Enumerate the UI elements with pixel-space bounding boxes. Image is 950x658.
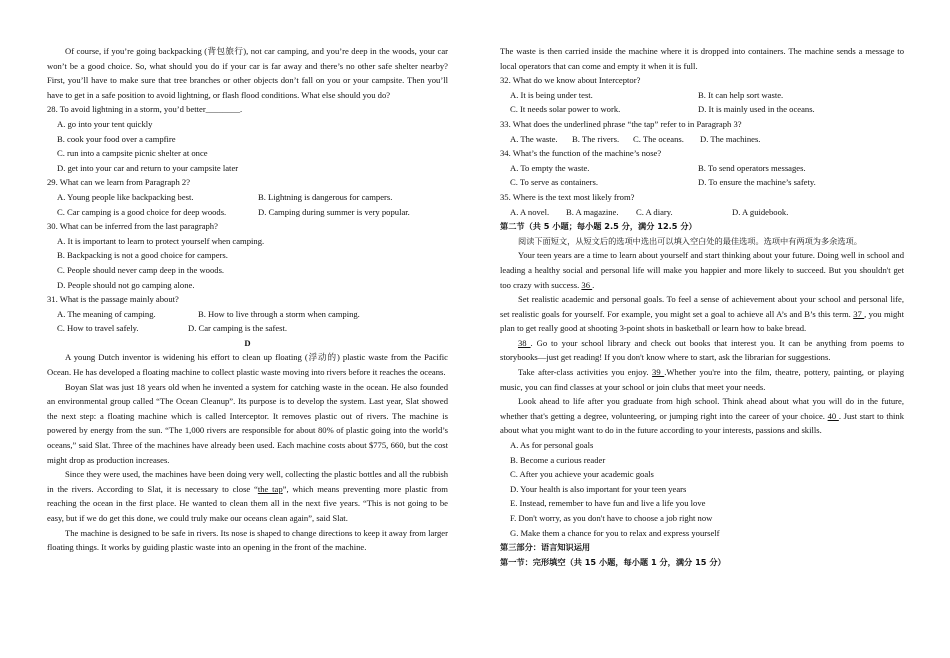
question-29: 29. What can we learn from Paragraph 2?	[47, 177, 191, 188]
option: C. People should never camp deep in the woods.	[57, 264, 225, 275]
question-33: 33. What does the underlined phrase “the tap” refer to in Paragraph 3?	[500, 118, 742, 129]
option: B. The rivers.	[572, 133, 620, 144]
option: D. get into your car and return to your campsite later	[57, 162, 239, 173]
text-run: Take after-class activities you enjoy.	[518, 367, 649, 378]
question-32: 32. What do we know about Interceptor?	[500, 75, 641, 86]
option: C. The oceans.	[633, 133, 684, 144]
passage-paragraph: The machine is designed to be safe in rivers. Its nose is shaped to change directions to keep it away from larger floating things. It works by guiding plastic waste into an opening in the front of the machine.	[47, 527, 448, 553]
instructions: 阅读下面短文，从短文后的选项中选出可以填入空白处的最佳选项。选项中有两项为多余选项。	[518, 235, 862, 246]
option: A. go into your tent quickly	[57, 118, 153, 129]
option: A. It is being under test.	[510, 89, 593, 100]
right-column	[500, 44, 904, 569]
text-run: Your teen years are a time to learn about yourself and start thinking about your future. Doing well in school and leading a healthy social and personal life will make you happier and more likely to succeed. But you shouldn't get too crazy with success.	[500, 250, 904, 290]
blank-39: 39	[652, 367, 665, 378]
passage-paragraph: A young Dutch inventor is widening his effort to clean up floating (浮动的) plastic waste from the Pacific Ocean. He has developed a floating machine to collect plastic waste moving into rivers before it reaches the oceans.	[47, 352, 448, 378]
option: B. How to live through a storm when camping.	[198, 308, 360, 319]
option: B. Lightning is dangerous for campers.	[258, 191, 393, 202]
option: A. The meaning of camping.	[57, 308, 156, 319]
passage-paragraph	[47, 467, 448, 525]
option: A. It is important to learn to protect yourself when camping.	[57, 235, 265, 246]
option: B. Backpacking is not a good choice for campers.	[57, 250, 228, 261]
question-30: 30. What can be inferred from the last paragraph?	[47, 221, 218, 232]
blank-37: 37	[853, 308, 865, 319]
option: C. To serve as containers.	[510, 177, 599, 188]
section-heading-d: D	[244, 337, 251, 348]
option-row	[500, 205, 904, 220]
choice-option: E. Instead, remember to have fun and live a life you love	[510, 498, 706, 509]
question-34: 34. What’s the function of the machine’s nose?	[500, 148, 662, 159]
choice-option: F. Don't worry, as you don't have to choose a job right now	[510, 513, 713, 523]
option: D. The machines.	[700, 133, 761, 144]
option: B. cook your food over a campfire	[57, 133, 176, 144]
left-column	[47, 44, 448, 555]
question-35: 35. Where is the text most likely from?	[500, 191, 635, 202]
option: C. It needs solar power to work.	[510, 104, 621, 115]
choice-option: A. As for personal goals	[510, 440, 594, 451]
text-run: . Just start to think about what you might want to do in the future according to your interests, passions and skills.	[500, 410, 905, 436]
option-row	[47, 190, 448, 205]
passage-paragraph: Your teen years are a time to learn about yourself and start thinking about your future. Doing well in school and leading a healthy social and personal life will make you happier and more likely to succeed. But you shouldn't get too crazy with success. 36 .	[500, 250, 904, 290]
passage-paragraph: The waste is then carried inside the machine where it is dropped into containers. The machine sends a message to local operators that can come and empty it when it is full.	[500, 46, 904, 71]
option: B. It can help sort waste.	[698, 89, 784, 100]
option-row	[47, 307, 448, 322]
text-run: ”, which means preventing more plastic from reaching the ocean in the first place. He wanted to clean them all in the next five years. “This is not going to be easy, but if we do get this done, we could truly make our oceans clean again”, said Slat.	[47, 483, 448, 523]
option-row	[500, 161, 904, 176]
option: D. It is mainly used in the oceans.	[698, 104, 815, 115]
option-row	[500, 175, 904, 190]
text-run: , you might plan to get really good at shooting 3-point shots in basketball or learn how to bake bread.	[500, 308, 904, 334]
option: C. How to travel safely.	[57, 323, 139, 334]
section-heading: 第一节：完形填空（共 15 小题，每小题 1 分，满分 15 分）	[500, 556, 726, 567]
text-run: . Go to your school library and check out books that interest you. It can be anything from poems to storybooks—just get reading! If you don't know where to start, ask the librarian for suggestions.	[500, 337, 904, 363]
question-31: 31. What is the passage mainly about?	[47, 294, 179, 305]
option-row	[500, 88, 904, 103]
section-heading: 第二节（共 5 小题；每小题 2.5 分，满分 12.5 分）	[500, 221, 697, 232]
passage-paragraph: Boyan Slat was just 18 years old when he invented a system for catching waste in the ocean. He also founded an environmental group called “The Ocean Cleanup”. Its purpose is to develop the system. Last year, Slat showed the next step: a floating machine which is called Interceptor. It removes plastic out of rivers. The machine is powered by energy from the sun. “The 1,000 rivers are responsible for about 80% of plastic going into the world’s oceans,” said Slat. Three of the machines have already been used. Each machine costs about $775, 660, but the cost might drop as production increases.	[47, 381, 448, 465]
option: C. A diary.	[636, 206, 673, 217]
blank-40: 40	[827, 410, 839, 421]
choice-option: D. Your health is also important for your teen years	[510, 483, 687, 494]
option: B. A magazine.	[566, 206, 619, 217]
choice-option: G. Make them a chance for you to relax and express yourself	[510, 527, 720, 538]
option: C. run into a campsite picnic shelter at once	[57, 148, 208, 159]
blank-36: 36	[581, 279, 593, 290]
blank-38: 38	[518, 337, 531, 348]
text-run: .Whether you're into the film, theatre, pottery, painting, or playing music, you can find classes at your school or join clubs that meet your needs.	[500, 367, 904, 392]
option: A. To empty the waste.	[510, 162, 590, 173]
choice-option: C. After you achieve your academic goals	[510, 469, 654, 480]
underlined-phrase: the tap	[257, 483, 283, 494]
text-run: Look ahead to life after you graduate from high school. Think ahead about what you will do in the future, whether that's getting a degree, volunteering, or jumping right into the career of your choice.	[500, 396, 904, 421]
option: D. Camping during summer is very popular.	[258, 206, 410, 217]
option: A. Young people like backpacking best.	[57, 191, 194, 202]
option: D. Car camping is the safest.	[188, 323, 288, 334]
passage-paragraph: Of course, if you’re going backpacking (背包旅行), not car camping, and you’re deep in the woods, your car won’t be a good choice. So, what should you do if your car is far away and there’s no other safe shelter nearby? First, you’ll have to make sure that tree branches or other objects don’t fall on you or your campsite. Then you’ll have to get in a safe position to avoid lightning, or flash flood conditions. What else should you do?	[47, 46, 448, 100]
option: A. A novel.	[510, 206, 550, 217]
text-run: Set realistic academic and personal goals. To feel a sense of achievement about your school and personal life, set realistic goals for yourself. For example, you might set a goal to achieve all A’s and B’s this term.	[500, 294, 904, 319]
option: D. A guidebook.	[732, 206, 789, 217]
passage-paragraph	[500, 336, 904, 365]
passage-paragraph	[500, 394, 904, 438]
part-heading: 第三部分：语言知识运用	[500, 542, 591, 553]
option: D. People should not go camping alone.	[57, 279, 195, 290]
option-row	[500, 102, 904, 117]
option-row	[47, 321, 448, 336]
option: D. To ensure the machine’s safety.	[698, 177, 816, 188]
text-run: Since they were used, the machines have been doing very well, collecting the plastic bottles and all the rubbish in the rivers. According to Slat, it is necessary to close “	[47, 469, 448, 494]
passage-paragraph	[500, 292, 904, 336]
choice-option: B. Become a curious reader	[510, 454, 606, 465]
question-28: 28. To avoid lightning in a storm, you’d better________.	[47, 104, 243, 115]
passage-paragraph	[500, 365, 904, 394]
option: C. Car camping is a good choice for deep woods.	[57, 206, 227, 217]
option: B. To send operators messages.	[698, 162, 806, 173]
option: A. The waste.	[510, 133, 558, 144]
option-row	[500, 132, 904, 147]
option-row	[47, 205, 448, 220]
